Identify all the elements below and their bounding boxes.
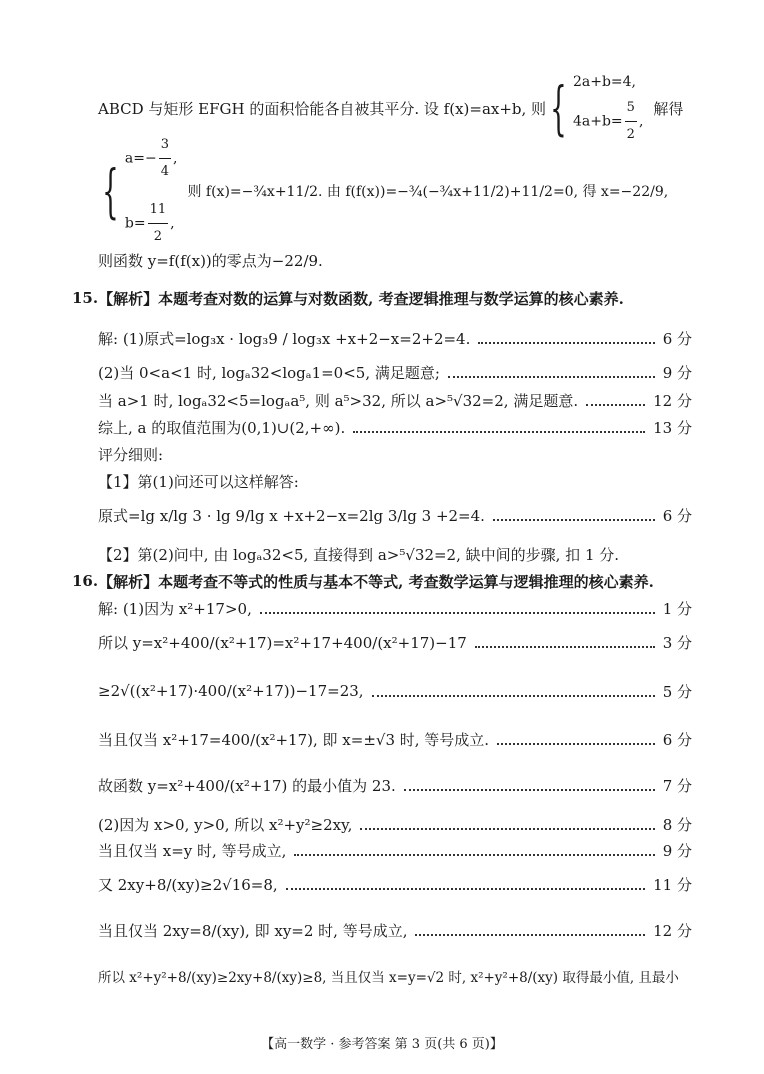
q16-row-1: 解: (1)因为 x²+17>0, 1 分 bbox=[98, 599, 692, 618]
score: 6 分 bbox=[662, 329, 692, 348]
intro-line-2 bbox=[98, 137, 692, 244]
system-brace-2: { bbox=[102, 157, 119, 225]
system-eq-1: 2a+b=4, bbox=[572, 73, 637, 90]
q15-number: 15. bbox=[72, 289, 99, 307]
score: 12 分 bbox=[653, 921, 692, 940]
score: 6 分 bbox=[662, 506, 692, 525]
q15-detail-title: 评分细则: bbox=[98, 445, 164, 464]
leader-dots bbox=[360, 827, 654, 830]
system-eq-2: 4a+b= $\frac{5}{2}$ , bbox=[573, 95, 643, 148]
score: 11 分 bbox=[653, 875, 692, 894]
leader-dots bbox=[353, 430, 645, 433]
leader-dots bbox=[260, 611, 655, 614]
leader-dots bbox=[448, 375, 655, 378]
page-footer: 【高一数学 · 参考答案 第 3 页(共 6 页)】 bbox=[261, 1037, 503, 1052]
score: 1 分 bbox=[662, 599, 692, 618]
leader-dots bbox=[294, 853, 654, 856]
leader-dots bbox=[372, 694, 655, 697]
score: 5 分 bbox=[662, 682, 692, 701]
leader-dots bbox=[475, 645, 655, 648]
intro-text-1: ABCD 与矩形 EFGH 的面积恰能各自被其平分. 设 f(x)=ax+b, 则 bbox=[98, 99, 547, 118]
leader-dots bbox=[415, 933, 645, 936]
score: 9 分 bbox=[662, 363, 692, 382]
intro-text-3: 则函数 y=f(f(x))的零点为−22/9. bbox=[98, 251, 323, 270]
score: 7 分 bbox=[662, 776, 692, 795]
system-brace: { bbox=[550, 74, 567, 142]
intro-text-1-end: 解得 bbox=[653, 99, 684, 118]
q16-row-8: 又 2xy+8/(xy)≥2√16=8, 11 分 bbox=[98, 875, 692, 894]
score: 6 分 bbox=[662, 730, 692, 749]
q16-row-2: 所以 y=x²+400/(x²+17)=x²+17+400/(x²+17)−17 3 分 bbox=[98, 633, 692, 652]
q15-note-1: 【1】第(1)问还可以这样解答: bbox=[98, 472, 299, 491]
q15-row-4: 综上, a 的取值范围为(0,1)∪(2,+∞). 13 分 bbox=[98, 418, 692, 437]
q16-last-line: 所以 x²+y²+8/(xy)≥2xy+8/(xy)≥8, 当且仅当 x=y=√2 时, x²+y²+8/(xy) 取得最小值, 且最小 bbox=[98, 970, 679, 986]
equation-system-1 bbox=[573, 69, 643, 148]
q15-heading: 本题考查对数的运算与对数函数, 考查逻辑推理与数学运算的核心素养. bbox=[158, 289, 624, 308]
system-eq-3: a=− $\frac{3}{4}$ , bbox=[125, 132, 178, 185]
score: 12 分 bbox=[653, 391, 692, 410]
q16-row-3: ≥2√((x²+17)·400/(x²+17))−17=23, 5 分 bbox=[98, 682, 692, 701]
q15-row-2: (2)当 0<a<1 时, logₐ32<logₐ1=0<5, 满足题意; 9 分 bbox=[98, 363, 692, 382]
system-eq-4: b= $\frac{11}{2}$ , bbox=[125, 197, 178, 250]
q16-header bbox=[72, 570, 692, 592]
leader-dots bbox=[404, 788, 655, 791]
q16-row-7: 当且仅当 x=y 时, 等号成立, 9 分 bbox=[98, 841, 692, 860]
leader-dots bbox=[286, 887, 645, 890]
score: 9 分 bbox=[662, 841, 692, 860]
leader-dots bbox=[493, 518, 655, 521]
q15-note-2: 【2】第(2)问中, 由 logₐ32<5, 直接得到 a>⁵√32=2, 缺中间的步骤, 扣 1 分. bbox=[98, 545, 620, 564]
q16-row-6: (2)因为 x>0, y>0, 所以 x²+y²≥2xy, 8 分 bbox=[98, 815, 692, 834]
q16-tag: 【解析】 bbox=[98, 572, 159, 591]
q15-tag: 【解析】 bbox=[98, 289, 159, 308]
intro-line-1 bbox=[98, 73, 692, 142]
q16-row-4: 当且仅当 x²+17=400/(x²+17), 即 x=±√3 时, 等号成立. 6 分 bbox=[98, 730, 692, 749]
q15-header bbox=[72, 287, 692, 309]
intro-text-2: 则 f(x)=−¾x+11/2. 由 f(f(x))=−¾(−¾x+11/2)+11/2=0, 得 x=−22/9, bbox=[187, 184, 669, 200]
score: 3 分 bbox=[662, 633, 692, 652]
q16-row-5: 故函数 y=x²+400/(x²+17) 的最小值为 23. 7 分 bbox=[98, 776, 692, 795]
q16-row-9: 当且仅当 2xy=8/(xy), 即 xy=2 时, 等号成立, 12 分 bbox=[98, 921, 692, 940]
q15-row-1: 解: (1)原式=log₃x · log₃9 / log₃x +x+2−x=2+2=4. 6 分 bbox=[98, 329, 692, 348]
q16-number: 16. bbox=[72, 572, 99, 590]
equation-system-2 bbox=[125, 132, 178, 250]
q16-heading: 本题考查不等式的性质与基本不等式, 考查数学运算与逻辑推理的核心素养. bbox=[158, 572, 654, 591]
leader-dots bbox=[497, 742, 655, 745]
q15-alt-solution: 原式=lg x/lg 3 · lg 9/lg x +x+2−x=2lg 3/lg 3 +2=4. 6 分 bbox=[98, 506, 692, 525]
score: 13 分 bbox=[653, 418, 692, 437]
intro-line-3 bbox=[98, 244, 692, 276]
leader-dots bbox=[586, 403, 645, 406]
q15-row-3: 当 a>1 时, logₐ32<5=logₐa⁵, 则 a⁵>32, 所以 a>⁵√32=2, 满足题意. 12 分 bbox=[98, 391, 692, 410]
leader-dots bbox=[478, 341, 654, 344]
score: 8 分 bbox=[662, 815, 692, 834]
